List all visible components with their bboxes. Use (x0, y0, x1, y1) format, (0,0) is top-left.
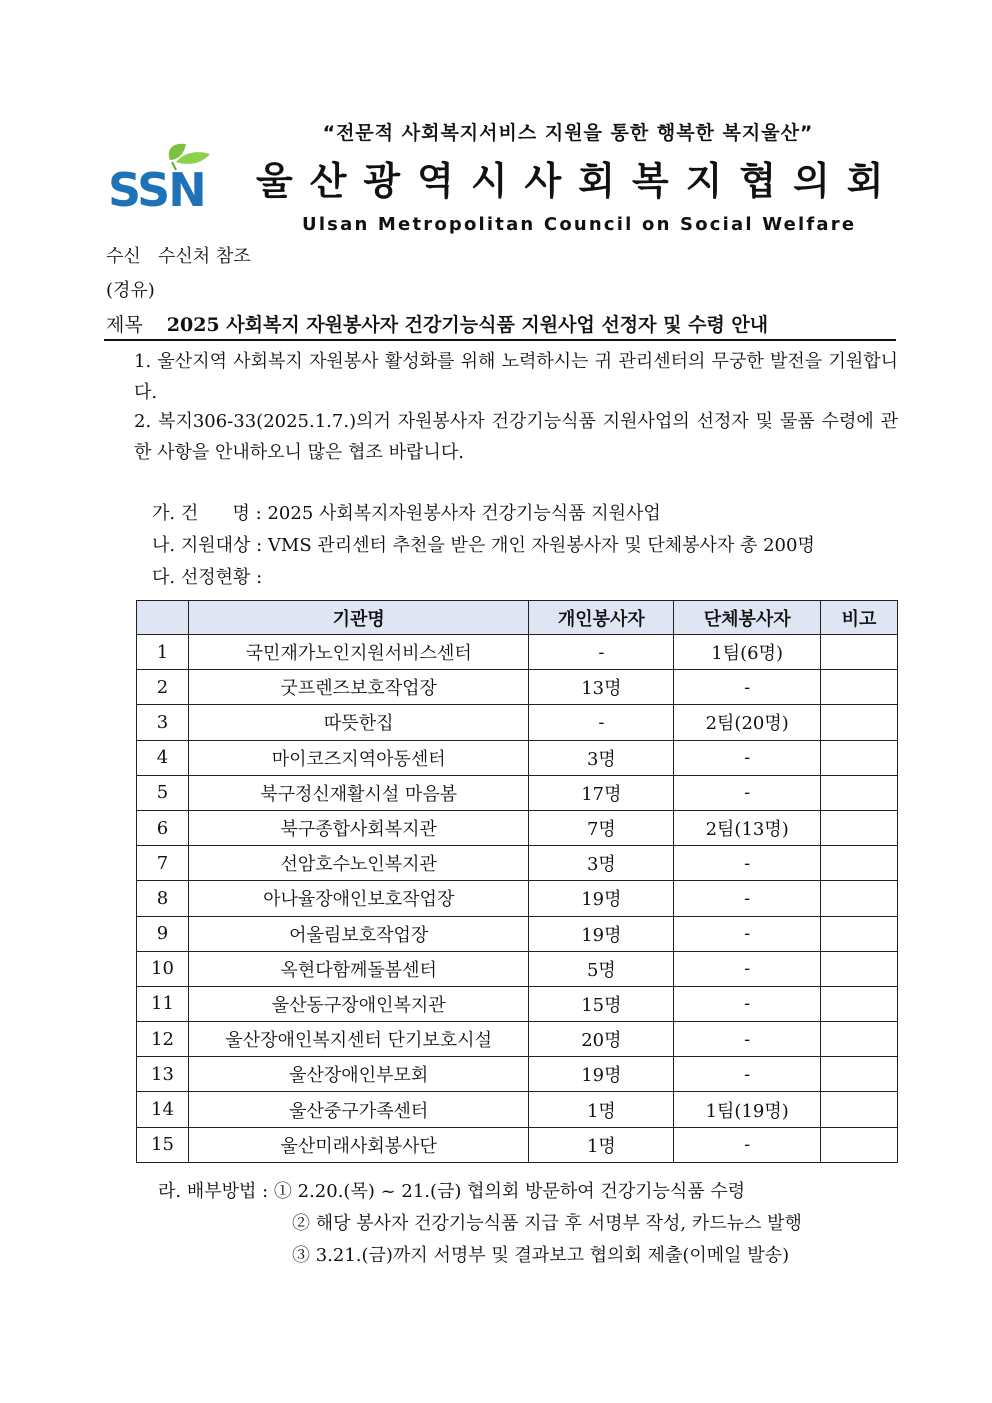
cell-no: 14 (137, 1092, 189, 1127)
logo-text: SSN (108, 163, 205, 212)
header-no (137, 601, 189, 635)
cell-note (821, 1057, 898, 1092)
table-row (137, 635, 898, 670)
selection-table (136, 600, 898, 1163)
cell-note (821, 635, 898, 670)
cell-note (821, 1092, 898, 1127)
org-name: 울산광역시사회복지협의회 (256, 159, 901, 203)
cell-note (821, 881, 898, 916)
cell-note (821, 846, 898, 881)
cell-note (821, 740, 898, 775)
cell-individual: 1명 (529, 1092, 674, 1127)
cell-note (821, 670, 898, 705)
cell-individual: 19명 (529, 1057, 674, 1092)
cell-individual: 3명 (529, 846, 674, 881)
cell-individual: 15명 (529, 986, 674, 1021)
table-row (137, 810, 898, 845)
cell-group: - (674, 916, 821, 951)
distribution-step-3: ③ 3.21.(금)까지 서명부 및 결과보고 협의회 제출(이메일 발송) (292, 1245, 790, 1266)
cell-group: 2팀(13명) (674, 810, 821, 845)
cell-individual: 3명 (529, 740, 674, 775)
cell-no: 8 (137, 881, 189, 916)
cell-group: - (674, 1022, 821, 1057)
cell-org: 마이코즈지역아동센터 (188, 740, 529, 775)
header-org: 기관명 (188, 601, 529, 635)
cell-org: 국민재가노인지원서비스센터 (188, 635, 529, 670)
paragraph-2: 2. 복지306-33(2025.1.7.)의거 자원봉사자 건강기능식품 지원사업의 선정자 및 물품 수령에 관한 사항을 안내하오니 많은 협조 바랍니다. (134, 411, 898, 463)
recipient-line (106, 242, 251, 268)
cell-no: 10 (137, 951, 189, 986)
cell-org: 북구정신재활시설 마음봄 (188, 775, 529, 810)
cell-individual: - (529, 705, 674, 740)
cell-no: 2 (137, 670, 189, 705)
cell-individual: 19명 (529, 916, 674, 951)
cell-org: 옥현다함께돌봄센터 (188, 951, 529, 986)
table-row (137, 1092, 898, 1127)
cell-group: - (674, 670, 821, 705)
cell-group: - (674, 881, 821, 916)
cell-individual: 13명 (529, 670, 674, 705)
table-row (137, 670, 898, 705)
table-row (137, 986, 898, 1021)
table-row (137, 951, 898, 986)
cell-group: - (674, 1127, 821, 1162)
cell-no: 4 (137, 740, 189, 775)
subject-line-text (106, 310, 768, 337)
cell-org: 울산장애인복지센터 단기보호시설 (188, 1022, 529, 1057)
cell-note (821, 916, 898, 951)
cell-individual: 5명 (529, 951, 674, 986)
cell-group: 2팀(20명) (674, 705, 821, 740)
header-group: 단체봉사자 (674, 601, 821, 635)
cell-no: 7 (137, 846, 189, 881)
distribution-step-1: ① 2.20.(목) ~ 21.(금) 협의회 방문하여 건강기능식품 수령 (273, 1181, 746, 1202)
cell-individual: 7명 (529, 810, 674, 845)
item-na (152, 531, 815, 557)
cell-no: 13 (137, 1057, 189, 1092)
cell-note (821, 810, 898, 845)
cell-group: 1팀(19명) (674, 1092, 821, 1127)
cell-no: 15 (137, 1127, 189, 1162)
cell-org: 선암호수노인복지관 (188, 846, 529, 881)
cell-no: 5 (137, 775, 189, 810)
cell-org: 따뜻한집 (188, 705, 529, 740)
recipient-value: 수신처 참조 (157, 246, 251, 267)
cell-group: - (674, 1057, 821, 1092)
org-name-en: Ulsan Metropolitan Council on Social Welfare (302, 214, 857, 235)
cell-org: 울산중구가족센터 (188, 1092, 529, 1127)
table-row (137, 1022, 898, 1057)
table-row (137, 1057, 898, 1092)
cell-note (821, 1127, 898, 1162)
cell-no: 6 (137, 810, 189, 845)
cell-org: 울산장애인부모회 (188, 1057, 529, 1092)
table-row (137, 1127, 898, 1162)
table-row (137, 740, 898, 775)
cell-org: 아나율장애인보호작업장 (188, 881, 529, 916)
subject-label: 제목 (106, 314, 143, 336)
cell-note (821, 705, 898, 740)
cell-org: 굿프렌즈보호작업장 (188, 670, 529, 705)
item-na-value: : VMS 관리센터 추천을 받은 개인 자원봉사자 및 단체봉사자 총 200명 (256, 535, 815, 556)
cell-note (821, 986, 898, 1021)
item-ga-label: 가. 건 명 (152, 503, 250, 524)
cell-individual: 17명 (529, 775, 674, 810)
paragraph-1: 1. 울산지역 사회복지 자원봉사 활성화를 위해 노력하시는 귀 관리센터의 무궁한 발전을 기원합니다. (134, 351, 898, 403)
cell-group: 1팀(6명) (674, 635, 821, 670)
cell-no: 11 (137, 986, 189, 1021)
distribution-line-1 (158, 1177, 745, 1203)
distribution-step-2: ② 해당 봉사자 건강기능식품 지급 후 서명부 작성, 카드뉴스 발행 (292, 1213, 802, 1234)
via-line: (경유) (106, 280, 155, 301)
cell-individual: - (529, 635, 674, 670)
subject-divider (104, 339, 896, 341)
item-na-label: 나. 지원대상 (152, 535, 251, 556)
cell-note (821, 951, 898, 986)
table-row (137, 846, 898, 881)
table-row (137, 705, 898, 740)
item-da: 다. 선정현황 : (152, 567, 263, 588)
cell-no: 12 (137, 1022, 189, 1057)
cell-group: - (674, 951, 821, 986)
cell-group: - (674, 846, 821, 881)
cell-no: 1 (137, 635, 189, 670)
item-ga (152, 499, 661, 525)
distribution-label: 라. 배부방법 : (158, 1181, 269, 1202)
slogan: “전문적 사회복지서비스 지원을 통한 행복한 복지울산” (322, 122, 814, 144)
cell-org: 북구종합사회복지관 (188, 810, 529, 845)
cell-org: 어울림보호작업장 (188, 916, 529, 951)
cell-org: 울산동구장애인복지관 (188, 986, 529, 1021)
table-body (137, 635, 898, 1163)
cell-individual: 19명 (529, 881, 674, 916)
cell-group: - (674, 740, 821, 775)
cell-org: 울산미래사회봉사단 (188, 1127, 529, 1162)
cell-individual: 20명 (529, 1022, 674, 1057)
cell-note (821, 775, 898, 810)
item-ga-value: : 2025 사회복지자원봉사자 건강기능식품 지원사업 (255, 503, 661, 524)
cell-group: - (674, 775, 821, 810)
table-row (137, 916, 898, 951)
cell-individual: 1명 (529, 1127, 674, 1162)
table-row (137, 881, 898, 916)
cell-no: 9 (137, 916, 189, 951)
cell-group: - (674, 986, 821, 1021)
cell-note (821, 1022, 898, 1057)
recipient-label: 수신 (106, 246, 141, 267)
cell-no: 3 (137, 705, 189, 740)
ssn-logo (106, 140, 214, 212)
header-individual: 개인봉사자 (529, 601, 674, 635)
subject-title: 2025 사회복지 자원봉사자 건강기능식품 지원사업 선정자 및 수령 안내 (166, 314, 769, 336)
table-row (137, 775, 898, 810)
ssn-logo-graphic (106, 140, 214, 212)
header-note: 비고 (821, 601, 898, 635)
table-header-row (137, 601, 898, 635)
